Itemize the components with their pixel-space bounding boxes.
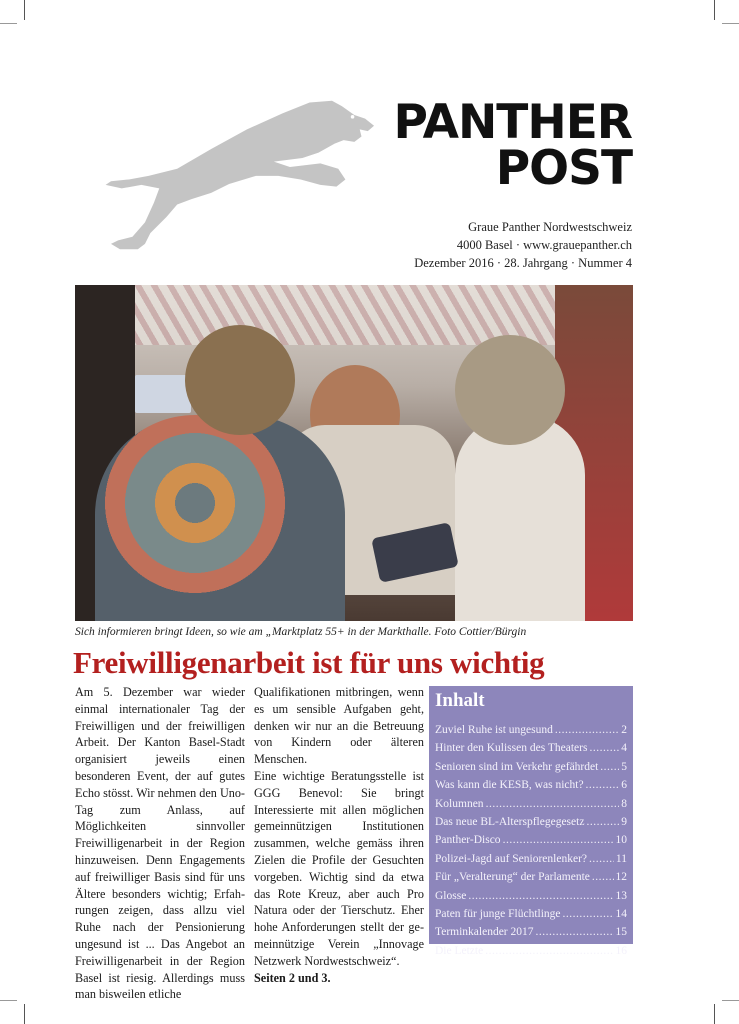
article-paragraph: Eine wichtige Beratungsstelle ist GGG Benevol: Sie bringt Interessierte mit allen möglichen gemeinnützigen Institutionen zusammen, welche gemäss ihren Zielen die Profile der Gesuchten vorgeben. Wichtig sind da etwa das Rote Kreuz, aber auch Pro Natura oder der Tierschutz. Eher hohe Anforderungen stellt der gemeinnützige Verein „Innovage Netzwerk Nordwestschweiz“.	[254, 768, 424, 968]
toc-title: Inhalt	[435, 690, 485, 711]
toc-item[interactable]: Glosse ..... 13	[435, 887, 627, 905]
crop-mark	[0, 23, 17, 24]
toc-item[interactable]: Paten für junge Flüchtlinge ..... 14	[435, 905, 627, 923]
address: 4000 Basel · www.grauepanther.ch	[456, 238, 632, 252]
toc-item[interactable]: Polizei-Jagd auf Seniorenlenker? ..... 11	[435, 850, 627, 868]
crop-mark	[722, 1000, 739, 1001]
photo-caption: Sich informieren bringt Ideen, so wie am „Marktplatz 55+ in der Markthalle. Foto Cottier/Bürgin	[75, 626, 527, 638]
publisher: Graue Panther Nordwestschweiz	[468, 220, 632, 234]
crop-mark	[714, 1004, 715, 1024]
toc-item[interactable]: Panther-Disco ..... 10	[435, 831, 627, 849]
toc-item[interactable]: Zuviel Ruhe ist ungesund ..... 2	[435, 721, 627, 739]
leaping-panther-icon	[90, 90, 395, 260]
article-column-2	[254, 684, 424, 986]
article-headline: Freiwilligenarbeit ist für uns wichtig	[73, 645, 545, 680]
article-paragraph: Am 5. Dezember war wieder einmal internationaler Tag der Freiwilligen und der freiwilligen Arbeit. Der Kanton Basel-Stadt organisiert jeweils einen besonderen Event, der auf gutes Echo stösst. Wir nehmen den Uno-Tag zum Anlass, auf Möglichkeiten sinnvoller Freiwilligenarbeit in der Region hinzuweisen. Denn Engagements auf freiwilliger Basis sind für uns Ältere besonders wichtig; Erfahrungen zeigen, dass allzu viel Ruhe nach der Pensionierung ungesund ist ... Das Angebot an Freiwilligenarbeit in der Region Basel ist riesig. Allerdings muss man bisweilen etliche	[75, 685, 245, 1002]
toc-item[interactable]: Senioren sind im Verkehr gefährdet ..... 5	[435, 758, 627, 776]
cover-photo	[75, 285, 633, 621]
crop-mark	[722, 23, 739, 24]
issue-info: Dezember 2016 · 28. Jahrgang · Nummer 4	[414, 256, 632, 270]
article-column-1	[75, 684, 245, 1003]
see-pages-link: Seiten 2 und 3.	[254, 970, 331, 985]
toc-list	[435, 721, 627, 960]
crop-mark	[24, 1004, 25, 1024]
crop-mark	[714, 0, 715, 20]
toc-item[interactable]: Kolumnen ..... 8	[435, 795, 627, 813]
toc-item[interactable]: Die Letzte ..... 16	[435, 942, 627, 960]
crop-mark	[24, 0, 25, 20]
masthead-title-line2: POST	[495, 141, 632, 196]
masthead	[393, 95, 632, 272]
toc-item[interactable]: Das neue BL-Alterspflegegesetz ..... 9	[435, 813, 627, 831]
masthead-title-line1: PANTHER	[393, 95, 632, 150]
masthead-meta	[393, 218, 632, 272]
toc-item[interactable]: Was kann die KESB, was nicht? ..... 6	[435, 776, 627, 794]
table-of-contents	[429, 686, 633, 957]
crop-mark	[0, 1000, 17, 1001]
toc-item[interactable]: Hinter den Kulissen des Theaters ..... 4	[435, 739, 627, 757]
toc-item[interactable]: Für „Veralterung“ der Parlamente ..... 12	[435, 868, 627, 886]
article-paragraph: Qualifikationen mitbringen, wenn es um sensible Aufgaben geht, denken wir nur an die Betreuung von Kindern oder älteren Menschen.	[254, 685, 424, 767]
toc-item[interactable]: Terminkalender 2017 ..... 15	[435, 923, 627, 941]
